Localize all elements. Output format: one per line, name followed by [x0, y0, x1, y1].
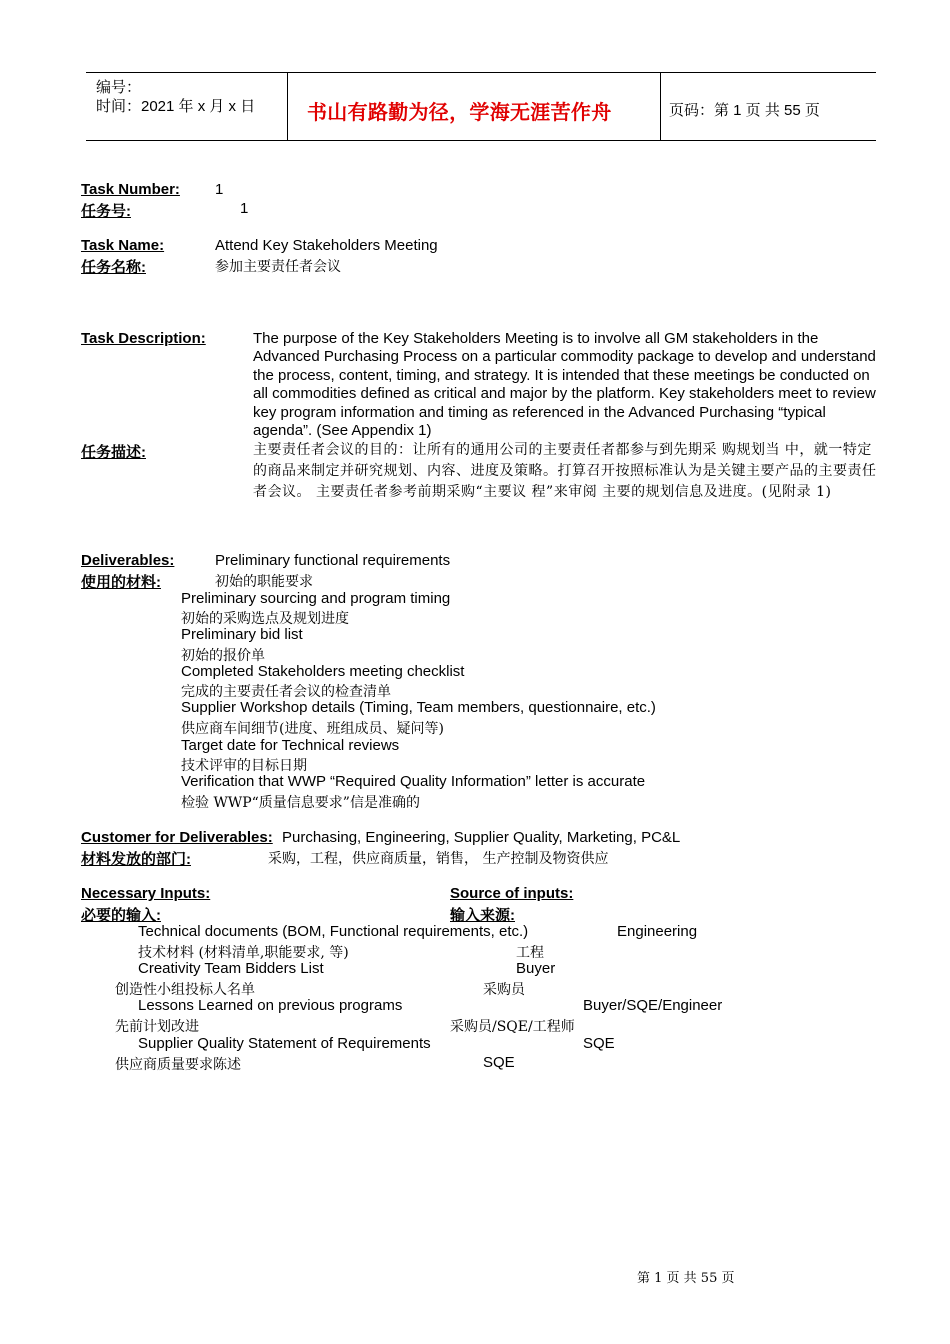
deliverable-item: 技术评审的目标日期	[181, 758, 307, 774]
task-name-value-cn: 参加主要责任者会议	[215, 259, 341, 275]
inputs-source-label-cn: 输入来源:	[450, 907, 515, 924]
input-item: Supplier Quality Statement of Requirements	[138, 1035, 431, 1052]
deliverable-item: Target date for Technical reviews	[181, 737, 400, 754]
task-description-label: Task Description:	[81, 330, 206, 347]
input-item: Lessons Learned on previous programs	[138, 997, 403, 1014]
customer-label-cn: 材料发放的部门:	[81, 851, 191, 868]
deliverable-item: 完成的主要责任者会议的检查清单	[181, 684, 391, 700]
input-source: SQE	[483, 1054, 515, 1071]
inputs-label-cn: 必要的输入:	[81, 907, 161, 924]
input-source: 工程	[516, 945, 544, 961]
task-number-value-cn: 1	[240, 200, 249, 217]
inputs-source-label: Source of inputs:	[450, 885, 574, 902]
task-description-text: The purpose of the Key Stakeholders Meeting is to involve all GM stakeholders in the Advanced Purchasing Process on a particular commodity package to develop and understand the process, content, timing, and strategy. It is intended that these meetings be conducted on all commodities defined as critical and major by the platform. Key stakeholders meet to review key program information and timing as referenced in the Advanced Purchasing “typical agenda”. (See Appendix 1)	[253, 330, 876, 440]
input-source: 采购员/SQE/工程师	[450, 1019, 575, 1035]
input-source: Buyer/SQE/Engineer	[583, 997, 723, 1014]
deliverable-item: 初始的职能要求	[215, 574, 313, 590]
input-item: 技术材料 (材料清单,职能要求, 等)	[138, 945, 349, 961]
deliverable-item: Completed Stakeholders meeting checklist	[181, 663, 465, 680]
deliverables-label-cn: 使用的材料:	[81, 574, 161, 591]
header-divider-left	[287, 72, 288, 141]
deliverable-item: Preliminary bid list	[181, 626, 303, 643]
deliverable-item: Supplier Workshop details (Timing, Team members, questionnaire, etc.)	[181, 699, 656, 716]
header-top-rule	[86, 72, 876, 73]
input-item: 供应商质量要求陈述	[115, 1057, 241, 1073]
input-source: 采购员	[483, 982, 525, 998]
customer-value-cn: 采购，工程，供应商质量，销售， 生产控制及物资供应	[268, 851, 609, 867]
task-number-value: 1	[215, 181, 224, 198]
task-description-label-cn: 任务描述:	[81, 444, 146, 461]
task-number-label-cn: 任务号:	[81, 203, 131, 220]
task-name-label: Task Name:	[81, 237, 165, 254]
header-bottom-rule	[86, 140, 876, 141]
task-name-label-cn: 任务名称:	[81, 259, 146, 276]
input-item: Technical documents (BOM, Functional requirements, etc.)	[138, 923, 529, 940]
header-divider-right	[660, 72, 661, 141]
input-source: Buyer	[516, 960, 556, 977]
header-date: 时间：2021 年 x 月 x 日	[96, 98, 256, 115]
input-source: Engineering	[617, 923, 698, 940]
task-description-text-cn: 主要责任者会议的目的：让所有的通用公司的主要责任者都参与到先期采 购规划当 中，就一特定的商品来制定并研究规划、内容、进度及策略。打算召开按照标准认为是关键主要产品的主要责任者会议。 主要责任者参考前期采购“主要议 程”来审阅 主要的规划信息及进度。(见附录 1)	[253, 442, 877, 500]
task-number-label: Task Number:	[81, 181, 180, 198]
header-number-label: 编号：	[96, 79, 142, 96]
deliverable-item: Preliminary sourcing and program timing	[181, 590, 451, 607]
deliverable-item: Preliminary functional requirements	[215, 552, 451, 569]
input-source: SQE	[583, 1035, 615, 1052]
deliverables-label: Deliverables:	[81, 552, 175, 569]
inputs-label: Necessary Inputs:	[81, 885, 211, 902]
customer-label: Customer for Deliverables:	[81, 829, 273, 846]
deliverable-item: 初始的报价单	[181, 648, 265, 664]
deliverable-item: 检验 WWP“质量信息要求”信是准确的	[181, 795, 420, 811]
deliverable-item: 供应商车间细节(进度、班组成员、疑问等)	[181, 721, 444, 737]
input-item: 创造性小组投标人名单	[115, 982, 255, 998]
header-motto: 书山有路勤为径，学海无涯苦作舟	[307, 100, 612, 124]
input-item: 先前计划改进	[115, 1019, 199, 1035]
task-name-value: Attend Key Stakeholders Meeting	[215, 237, 438, 254]
input-item: Creativity Team Bidders List	[138, 960, 324, 977]
customer-value: Purchasing, Engineering, Supplier Quality, Marketing, PC&L	[282, 829, 681, 846]
footer-page-number: 第 1 页 共 55 页	[637, 1271, 735, 1286]
deliverable-item: 初始的采购选点及规划进度	[181, 611, 349, 627]
header-page-info: 页码：第 1 页 共 55 页	[669, 102, 820, 119]
deliverable-item: Verification that WWP “Required Quality Information” letter is accurate	[181, 773, 646, 790]
